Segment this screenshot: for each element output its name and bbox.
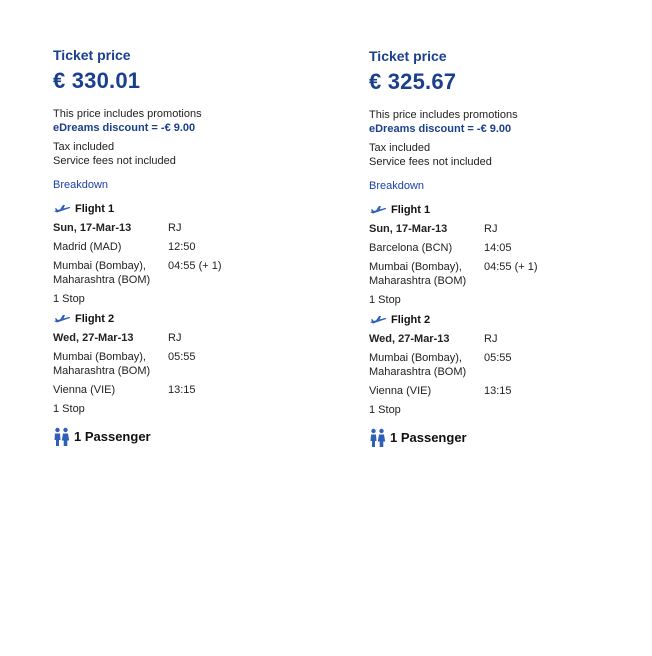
flight-date-row <box>53 331 293 345</box>
ticket-price-amount: € 330.01 <box>53 68 141 93</box>
arrive-time: 04:55 (+ 1) <box>168 260 222 272</box>
flight-date: Wed, 27-Mar-13 <box>53 332 134 344</box>
origin-row <box>369 241 609 255</box>
airline-code: RJ <box>484 223 498 235</box>
dest-city: Vienna (VIE) <box>53 384 116 396</box>
stops-count: 1 Stop <box>369 404 401 416</box>
depart-time: 14:05 <box>484 242 512 254</box>
passenger-icon <box>53 427 70 447</box>
flight-header <box>369 203 609 217</box>
discount-text: eDreams discount = -€ 9.00 <box>53 122 196 134</box>
flight-label: Flight 2 <box>391 314 431 326</box>
airline-code: RJ <box>168 222 182 234</box>
dest-row <box>53 259 293 287</box>
airplane-icon <box>369 315 387 325</box>
airplane-icon <box>53 204 71 214</box>
passenger-icon <box>369 428 386 448</box>
flight-header <box>53 202 293 216</box>
arrive-time: 13:15 <box>168 384 196 396</box>
passenger-count <box>369 428 609 448</box>
flight-date-row <box>369 332 609 346</box>
dest-row <box>369 260 609 288</box>
fees-note: Service fees not included <box>369 156 492 168</box>
promo-note: This price includes promotions <box>53 108 202 120</box>
dest-city: Mumbai (Bombay), Maharashtra (BOM) <box>53 260 151 286</box>
breakdown-link[interactable]: Breakdown <box>369 180 425 192</box>
airplane-icon <box>53 314 71 324</box>
airplane-icon <box>369 205 387 215</box>
fees-note: Service fees not included <box>53 155 176 167</box>
airline-code: RJ <box>168 332 182 344</box>
flight-date: Sun, 17-Mar-13 <box>53 222 132 234</box>
depart-time: 12:50 <box>168 241 196 253</box>
flight-header <box>369 313 609 327</box>
dest-row <box>53 383 293 397</box>
depart-time: 05:55 <box>168 351 196 363</box>
flight-date: Sun, 17-Mar-13 <box>369 223 448 235</box>
discount-text: eDreams discount = -€ 9.00 <box>369 123 512 135</box>
stops-count: 1 Stop <box>369 294 401 306</box>
origin-row <box>53 350 293 378</box>
origin-city: Barcelona (BCN) <box>369 242 453 254</box>
ticket-price-title: Ticket price <box>369 48 447 64</box>
passenger-label: 1 Passenger <box>390 430 467 445</box>
flight-date-row <box>369 222 609 236</box>
passenger-label: 1 Passenger <box>74 429 151 444</box>
origin-row <box>53 240 293 254</box>
origin-row <box>369 351 609 379</box>
depart-time: 05:55 <box>484 352 512 364</box>
flight-label: Flight 1 <box>75 203 115 215</box>
origin-city: Mumbai (Bombay), Maharashtra (BOM) <box>53 351 151 377</box>
promo-note: This price includes promotions <box>369 109 518 121</box>
flight-date-row <box>53 221 293 235</box>
ticket-price-amount: € 325.67 <box>369 69 457 94</box>
airline-code: RJ <box>484 333 498 345</box>
tax-note: Tax included <box>369 142 431 154</box>
stops-count: 1 Stop <box>53 403 85 415</box>
flight-date: Wed, 27-Mar-13 <box>369 333 450 345</box>
dest-row <box>369 384 609 398</box>
flight-label: Flight 1 <box>391 204 431 216</box>
offer-card-2 <box>369 47 609 448</box>
offer-card-1 <box>53 46 293 447</box>
dest-city: Mumbai (Bombay), Maharashtra (BOM) <box>369 261 467 287</box>
ticket-price-title: Ticket price <box>53 47 131 63</box>
arrive-time: 13:15 <box>484 385 512 397</box>
dest-city: Vienna (VIE) <box>369 385 432 397</box>
breakdown-link[interactable]: Breakdown <box>53 179 109 191</box>
passenger-count <box>53 427 293 447</box>
tax-note: Tax included <box>53 141 115 153</box>
flight-header <box>53 312 293 326</box>
origin-city: Mumbai (Bombay), Maharashtra (BOM) <box>369 352 467 378</box>
origin-city: Madrid (MAD) <box>53 241 122 253</box>
flight-label: Flight 2 <box>75 313 115 325</box>
arrive-time: 04:55 (+ 1) <box>484 261 538 273</box>
stops-count: 1 Stop <box>53 293 85 305</box>
